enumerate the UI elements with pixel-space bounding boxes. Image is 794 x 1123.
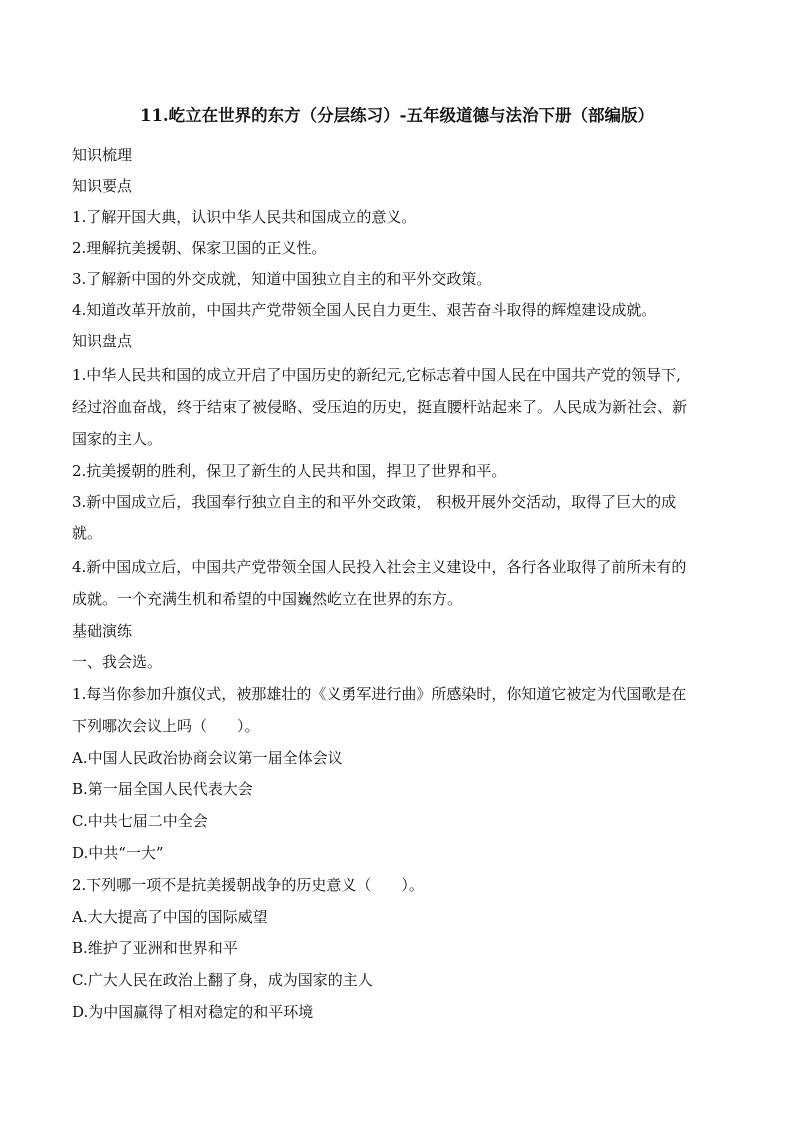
inventory-paragraph-3-line: 3.新中国成立后，我国奉行独立自主的和平外交政策， 积极开展外交活动，取得了巨大的成: [72, 493, 677, 511]
question-2-option-a: A.大大提高了中国的国际威望: [72, 908, 268, 926]
question-2-stem-line: 2.下列哪一项不是抗美援朝战争的历史意义（ ）。: [72, 876, 424, 894]
inventory-paragraph-4-line: 4.新中国成立后，中国共产党带领全国人民投入社会主义建设中，各行各业取得了前所未有的: [72, 558, 687, 576]
question-1-option-a: A.中国人民政治协商会议第一届全体会议: [72, 749, 343, 767]
key-point-item: 2.理解抗美援朝、保家卫国的正义性。: [72, 239, 327, 257]
section-heading-basic-practice: 基础演练: [72, 622, 133, 640]
section-heading-knowledge-review: 知识梳理: [72, 146, 133, 164]
question-2-option-c: C.广大人民在政治上翻了身，成为国家的主人: [72, 971, 373, 989]
inventory-paragraph-3-line: 就。: [72, 524, 103, 542]
part-heading-choice: 一、我会选。: [72, 653, 163, 671]
key-point-item: 1.了解开国大典，认识中华人民共和国成立的意义。: [72, 208, 417, 226]
inventory-paragraph-1-line: 1.中华人民共和国的成立开启了中国历史的新纪元,它标志着中国人民在中国共产党的领导下,: [72, 366, 681, 384]
document-title: 11.屹立在世界的东方（分层练习）-五年级道德与法治下册（部编版）: [139, 106, 655, 125]
key-point-item: 3.了解新中国的外交成就，知道中国独立自主的和平外交政策。: [72, 270, 492, 288]
question-2-option-d: D.为中国赢得了相对稳定的和平环境: [72, 1003, 314, 1021]
inventory-paragraph-4-line: 成就。一个充满生机和希望的中国巍然屹立在世界的东方。: [72, 590, 463, 608]
question-1-option-d: D.中共“一大”: [72, 844, 164, 862]
question-1-option-c: C.中共七届二中全会: [72, 812, 208, 830]
section-heading-inventory: 知识盘点: [72, 332, 133, 350]
inventory-paragraph-1-line: 经过浴血奋战，终于结束了被侵略、受压迫的历史，挺直腰杆站起来了。人民成为新社会、新: [72, 398, 688, 416]
inventory-paragraph-1-line: 国家的主人。: [72, 430, 163, 448]
inventory-paragraph-2: 2.抗美援朝的胜利，保卫了新生的人民共和国，捍卫了世界和平。: [72, 462, 507, 480]
question-1-stem-line: 1.每当你参加升旗仪式，被那雄壮的《义勇军进行曲》所感染时，你知道它被定为代国歌是在: [72, 685, 687, 703]
question-2-option-b: B.维护了亚洲和世界和平: [72, 939, 238, 957]
question-1-stem-line: 下列哪次会议上吗（ ）。: [72, 717, 260, 735]
question-1-option-b: B.第一届全国人民代表大会: [72, 780, 253, 798]
key-point-item: 4.知道改革开放前，中国共产党带领全国人民自力更生、艰苦奋斗取得的辉煌建设成就。: [72, 301, 657, 319]
section-heading-key-points: 知识要点: [72, 177, 133, 195]
